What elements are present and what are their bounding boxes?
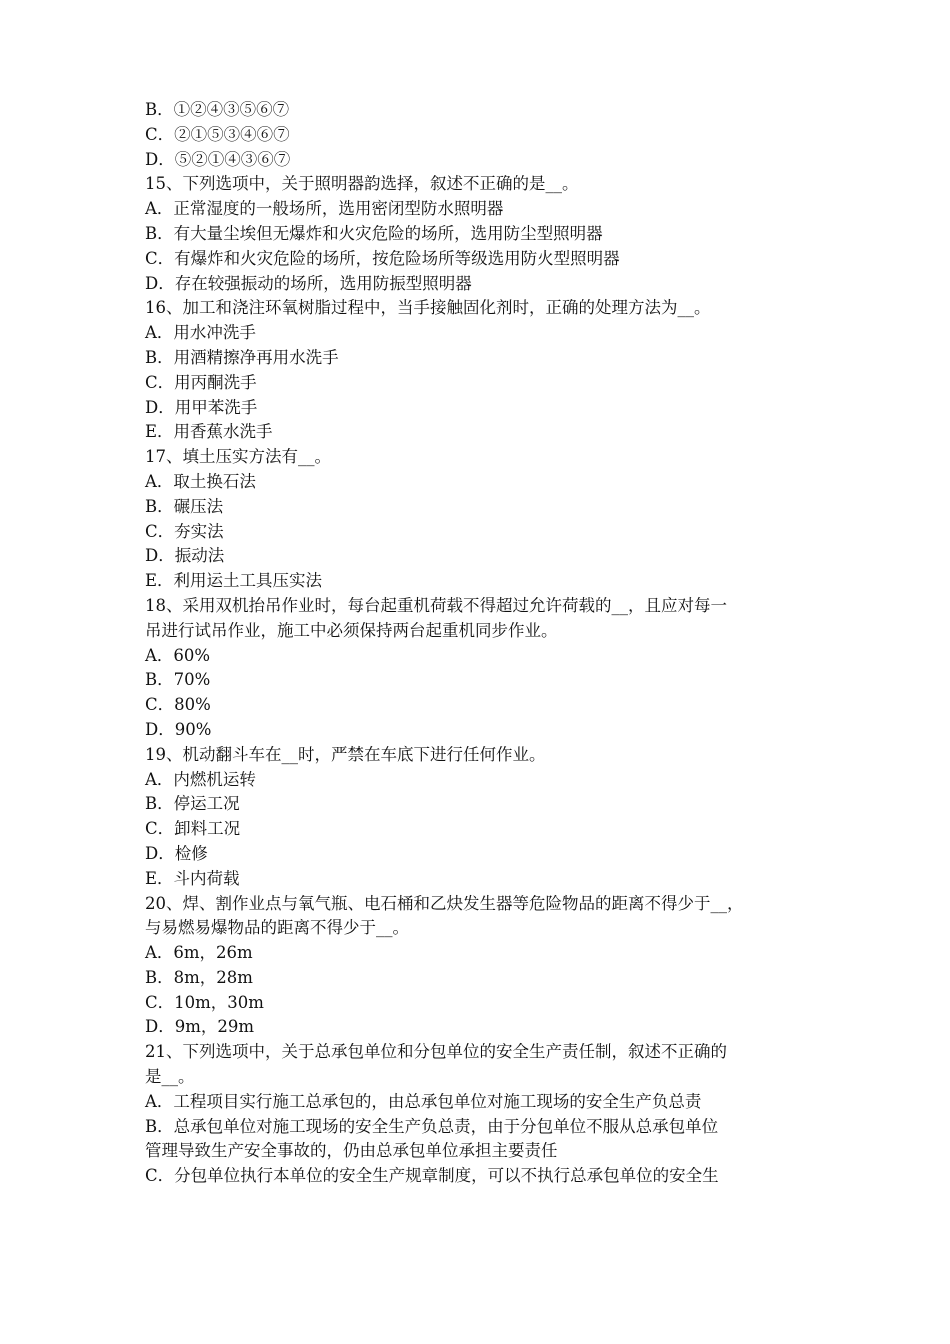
option-line-continued: 管理导致生产安全事故的，仍由总承包单位承担主要责任 xyxy=(145,1141,558,1161)
question-line-continued: 是__。 xyxy=(145,1067,195,1087)
question-line: 18、采用双机抬吊作业时，每台起重机荷载不得超过允许荷载的__，且应对每一 xyxy=(145,595,727,615)
option-line: B．①②④③⑤⑥⑦ xyxy=(145,100,290,119)
option-line: D．检修 xyxy=(145,843,208,863)
option-line: E．用香蕉水洗手 xyxy=(145,422,273,442)
option-line: D．存在较强振动的场所，选用防振型照明器 xyxy=(145,273,472,293)
option-line: C．分包单位执行本单位的安全生产规章制度，可以不执行总承包单位的安全生 xyxy=(145,1166,719,1186)
question-line: 21、下列选项中，关于总承包单位和分包单位的安全生产责任制，叙述不正确的 xyxy=(145,1042,727,1062)
option-line: D．⑤②①④③⑥⑦ xyxy=(145,149,291,169)
option-line: D．用甲苯洗手 xyxy=(145,397,258,417)
question-line: 16、加工和浇注环氧树脂过程中，当手接触固化剂时，正确的处理方法为__。 xyxy=(145,298,711,318)
question-line: 20、焊、割作业点与氧气瓶、电石桶和乙炔发生器等危险物品的距离不得少于__， xyxy=(145,893,744,913)
option-line: A．用水冲洗手 xyxy=(145,323,256,343)
question-line-continued: 吊进行试吊作业，施工中必须保持两台起重机同步作业。 xyxy=(145,620,558,640)
question-line: 15、下列选项中，关于照明器韵选择，叙述不正确的是__。 xyxy=(145,174,579,194)
option-line: E．利用运土工具压实法 xyxy=(145,571,323,591)
option-line: A．正常湿度的一般场所，选用密闭型防水照明器 xyxy=(145,199,504,219)
option-line: C．②①⑤③④⑥⑦ xyxy=(145,124,290,144)
option-line: B．总承包单位对施工现场的安全生产负总责，由于分包单位不服从总承包单位 xyxy=(145,1116,719,1136)
option-line: A．60% xyxy=(145,645,211,665)
question-line-continued: 与易燃易爆物品的距离不得少于__。 xyxy=(145,918,409,938)
option-line: B．8m，28m xyxy=(145,967,253,987)
question-line: 17、填土压实方法有__。 xyxy=(145,447,331,467)
option-line: E．斗内荷载 xyxy=(145,868,240,888)
option-line: A．工程项目实行施工总承包的，由总承包单位对施工现场的安全生产负总责 xyxy=(145,1091,702,1111)
option-line: D．9m，29m xyxy=(145,1017,255,1037)
option-line: C．80% xyxy=(145,695,211,715)
option-line: C．有爆炸和火灾危险的场所，按危险场所等级选用防火型照明器 xyxy=(145,248,620,268)
option-line: B．碾压法 xyxy=(145,496,224,516)
option-line: B．70% xyxy=(145,670,211,690)
option-line: B．有大量尘埃但无爆炸和火灾危险的场所，选用防尘型照明器 xyxy=(145,223,603,243)
option-line: A．6m，26m xyxy=(145,943,253,963)
option-line: D．振动法 xyxy=(145,546,225,566)
option-line: C．用丙酮洗手 xyxy=(145,372,257,392)
option-line: C．卸料工况 xyxy=(145,819,241,839)
option-line: C．夯实法 xyxy=(145,521,224,541)
option-line: D．90% xyxy=(145,719,212,739)
option-line: C．10m，30m xyxy=(145,992,264,1012)
option-line: B．停运工况 xyxy=(145,794,240,814)
option-line: A．取土换石法 xyxy=(145,471,256,491)
question-line: 19、机动翻斗车在__时，严禁在车底下进行任何作业。 xyxy=(145,744,546,764)
option-line: B．用酒精擦净再用水洗手 xyxy=(145,347,339,367)
option-line: A．内燃机运转 xyxy=(145,769,256,789)
document-page xyxy=(145,98,815,1189)
